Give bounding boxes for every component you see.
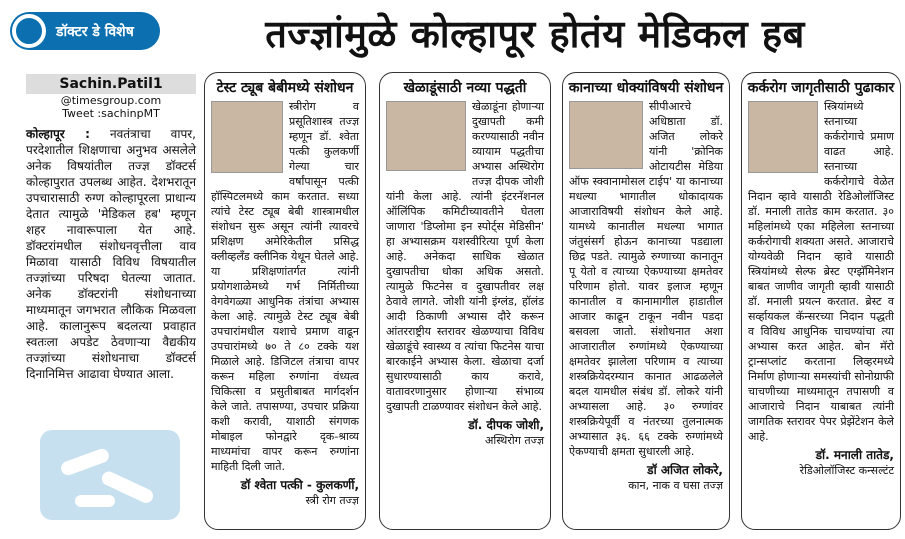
author-email: @timesgroup.com <box>60 94 162 107</box>
doctor-name: डॉ. मनाली तातेड, <box>815 448 894 462</box>
doctor-photo <box>569 101 643 169</box>
doctor-photo <box>386 101 466 171</box>
column-title: कानाच्या धोक्यांविषयी संशोधन <box>568 80 724 96</box>
column-signature <box>205 474 365 508</box>
article-column-sports <box>379 72 551 530</box>
bacteria-illustration-icon <box>30 400 190 530</box>
column-body: सीपीआरचे अधिष्ठाता डॉ. अजित लोकरे यांनी 'क्रोनिक ओटायटीस मेडिया ऑफ स्क्वानामोसल टाईप' या कानाच्या मधल्या भागातील धोकादायक आजाराविषयी संशोधन केले आहे. यामध्ये कानातील मधल्या भागात जंतुसंसर्ग होऊन कानाच्या पडद्याला छिद्र पडते. त्यामुळे रुग्णाच्या कानातून पू येतो व त्याच्या ऐकण्याच्या क्षमतेवर परिणाम होतो. यावर इलाज म्हणून कानातील व कानामागील हाडातील आजार काढून टाकून नवीन पडदा बसवला जातो. संशोधनात अशा आजारातील रुग्णांमध्ये ऐकण्याच्या क्षमतेवर झालेला परिणाम व त्याच्या शस्त्रक्रियेदरम्यान कानात आढळलेले बदल यामधील संबंध डॉ. लोकरे यांनी अभ्यासला आहे. ३० रुग्णांवर शस्त्रक्रियेपूर्वी व नंतरच्या तुलनात्मक अभ्यासात ३६. ६६ टक्के रुग्णांमध्ये ऐकण्याची क्षमता सुधारली आहे. <box>569 100 723 458</box>
circle-icon <box>12 14 46 48</box>
column-signature <box>742 444 900 478</box>
article-column-cancer <box>741 72 901 530</box>
byline <box>26 74 196 120</box>
doctor-role: रेडिओलॉजिस्ट कन्सल्टंट <box>799 464 894 477</box>
column-body: खेळाडूंना होणाऱ्या दुखापती कमी करण्यासाठी नवीन व्यायाम पद्धतीचा अभ्यास अस्थिरोग तज्ज्ञ दीपक जोशी यांनी केला आहे. त्यांनी इंटरनॅशनल ऑलिंपिक कमिटीच्यावतीने घेतला जाणारा 'डिप्लोमा इन स्पोर्ट्स मेडिसीन' हा अभ्यासक्रम यशस्वीरित्या पूर्ण केला आहे. अनेकदा साधिक खेळात दुखापतीचा धोका अधिक असतो. त्यामुळे फिटनेस व दुखापतीवर लक्ष ठेवावे लागते. जोशी यांनी इंग्लंड, हॉलंड आदी ठिकाणी अभ्यास दौरे करून आंतरराष्ट्रीय स्तरावर खेळण्याचा विविध खेळाडूंचे स्वास्थ्य व त्यांचा फिटनेस याचा बारकाईने अभ्यास केला. खेळाचा दर्जा सुधारण्यासाठी काय करावे, वातावरणानुसार होणाऱ्या संभाव्य दुखापती टाळण्यावर संशोधन केले आहे. <box>386 100 544 413</box>
column-title: खेळाडूंसाठी नव्या पद्धती <box>403 80 527 96</box>
column-title: टेस्ट ट्यूब बेबीमध्ये संशोधन <box>216 80 354 96</box>
doctor-name: डॉ. दीपक जोशी, <box>468 418 544 432</box>
doctor-photo <box>211 101 283 173</box>
intro-text: नवतंत्राचा वापर, परदेशातील शिक्षणाचा अनुभव असलेले अनेक विषयांतील तज्ज्ञ डॉक्टर्स कोल्हापुरात उपलब्ध आहेत. देशभरातून उपचारासाठी रुग्ण कोल्हापूरला प्राधान्य देतात त्यामुळे 'मेडिकल हब' म्हणून शहर नावारूपाला येत आहे. डॉक्टरांमधील संशोधनवृत्तीला वाव मिळावा यासाठी विविध विषयातील तज्ज्ञांच्या परिषदा घेतल्या जातात. अनेक डॉक्टरांनी संशोधनाच्या माध्यमातून जगभरात लौकिक मिळवला आहे. कालानुरूप बदलत्या प्रवाहात स्वतःला अपडेट ठेवणाऱ्या वैद्यकीय तज्ज्ञांच्या संशोधनाचा डॉक्टर्स दिनानिमित्त आढावा घेण्यात आला. <box>26 127 196 381</box>
headline: तज्ज्ञांमुळे कोल्हापूर होतंय मेडिकल हब <box>265 12 805 56</box>
doctor-role: कान, नाक व घसा तज्ज्ञ <box>628 479 723 492</box>
author-name: Sachin.Patil1 <box>26 74 196 94</box>
column-signature <box>563 459 729 493</box>
column-body: स्त्रियांमध्ये स्तनाच्या कर्करोगाचे प्रमाण वाढत आहे. स्तनाच्या कर्करोगाचे वेळेत निदान व्हावे यासाठी रेडिओलॉजिस्ट डॉ. मनाली तातेड काम करतात. ३० महिलांमध्ये एका महिलेला स्तनाच्या कर्करोगाची शक्यता असते. आजाराचे योग्यवेळी निदान व्हावे यासाठी स्त्रियांमध्ये सेल्फ ब्रेस्ट एग्झॅमिनेशन बाबत जाणीव जागृती व्हावी यासाठी डॉ. मनाली प्रयत्न करतात. ब्रेस्ट व सर्व्हायकल कॅन्सरच्या निदान पद्धती व विविध आधुनिक चाचण्यांचा त्या अभ्यास करत आहेत. बोन मॅरो ट्रान्सप्लांट करताना लिव्हरमध्ये निर्माण होणाऱ्या समस्यांची सोनोग्राफी चाचणीच्या माध्यमातून तपासणी व आजाराचे निदान याबाबत त्यांनी जागतिक स्तरावर पेपर प्रेझेंटेशन केले आहे. <box>748 100 894 443</box>
article-column-ivf <box>204 72 366 530</box>
doctor-name: डॉ अजित लोकरे, <box>647 463 723 477</box>
column-title: कर्करोग जागृतीसाठी पुढाकार <box>747 80 895 96</box>
author-tweet: Tweet :sachinpMT <box>62 107 160 120</box>
doctor-role: अस्थिरोग तज्ज्ञ <box>485 434 544 447</box>
column-body: स्त्रीरोग व प्रसूतिशास्त्र तज्ज्ञ म्हणून डॉ. श्वेता पत्की कुलकर्णी गेल्या चार वर्षांपासून पत्की हॉस्पिटलमध्ये काम करतात. सध्या त्यांचे टेस्ट ट्यूब बेबी शास्त्रामधील संशोधन सुरू असून त्यांनी त्यावरचे प्रशिक्षण अमेरिकेतील प्रसिद्ध क्लीव्हलँड क्लीनिक येथून घेतले आहे. या प्रशिक्षणांतर्गत त्यांनी प्रयोगशाळेमध्ये गर्भ निर्मितीच्या वेगवेगळ्या आधुनिक तंत्रांचा अभ्यास केला आहे. त्यामुळे टेस्ट ट्यूब बेबी उपचारांमधील यशाचे प्रमाण वाढून उपचारांमध्ये ७० ते ८० टक्के यश मिळाले आहे. डिजिटल तंत्राचा वापर करून महिला रुग्णांना वंध्यत्व चिकित्सा व प्रसुतीबाबत मार्गदर्शन केले जाते. तपासण्या, उपचार प्रक्रिया कशी करावी, याशाठी संगणक मोबाइल फोनद्वारे दृक-श्राव्य माध्यमांचा वापर करून रुग्णांना माहिती दिली जाते. <box>211 100 359 473</box>
intro-lead: कोल्हापूर : <box>26 127 90 141</box>
doctor-role: स्त्री रोग तज्ज्ञ <box>305 494 359 507</box>
intro-paragraph <box>26 126 196 382</box>
doctor-photo <box>748 101 818 173</box>
article-column-ear <box>562 72 730 530</box>
doctor-name: डॉ श्वेता पत्की - कुलकर्णी, <box>240 478 359 492</box>
section-badge <box>10 12 160 50</box>
badge-label: डॉक्टर डे विशेष <box>56 23 134 40</box>
column-signature <box>380 414 550 448</box>
